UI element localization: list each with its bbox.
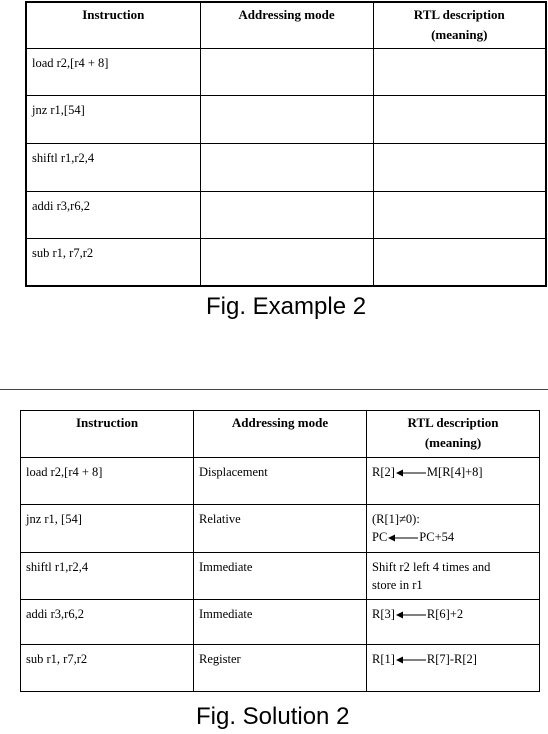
left-arrow-icon — [396, 469, 426, 477]
header-rtl-title: RTL description — [407, 415, 499, 430]
table-row — [21, 505, 540, 553]
addressing-mode-cell — [200, 191, 373, 238]
example-caption: Fig. Example 2 — [206, 293, 367, 320]
example-table — [25, 1, 547, 287]
rtl-condition: (R[1]≠0): — [372, 512, 420, 526]
instruction-cell: load r2,[r4 + 8] — [26, 48, 200, 95]
table-row — [26, 143, 546, 191]
table-row — [21, 645, 540, 692]
rtl-destination: R[3] — [372, 607, 395, 621]
rtl-cell — [367, 505, 540, 553]
instruction-cell: sub r1, r7,r2 — [21, 645, 194, 692]
section-divider — [0, 389, 548, 390]
instruction-cell: load r2,[r4 + 8] — [21, 458, 194, 505]
addressing-mode-cell — [200, 238, 373, 286]
header-rtl-meaning: (meaning) — [424, 435, 482, 450]
left-arrow-icon — [396, 656, 426, 664]
table-row — [26, 238, 546, 286]
rtl-cell — [373, 191, 546, 238]
rtl-source: R[6]+2 — [426, 607, 464, 621]
addressing-mode-cell: Displacement — [194, 458, 367, 505]
addressing-mode-cell — [200, 48, 373, 95]
table-row — [26, 191, 546, 238]
solution-caption: Fig. Solution 2 — [196, 703, 350, 730]
table-row — [26, 48, 546, 95]
table-row — [21, 458, 540, 505]
rtl-text-line: Shift r2 left 4 times and — [372, 560, 491, 574]
left-arrow-icon — [396, 611, 426, 619]
header-rtl-meaning: (meaning) — [431, 27, 488, 42]
rtl-source: PC+54 — [419, 530, 455, 544]
header-instruction: Instruction — [21, 411, 194, 458]
rtl-transfer — [372, 605, 539, 623]
rtl-cell — [373, 238, 546, 286]
rtl-destination: PC — [372, 530, 388, 544]
addressing-mode-cell — [200, 95, 373, 143]
rtl-source: M[R[4]+8] — [426, 465, 483, 479]
left-arrow-icon — [388, 534, 418, 542]
instruction-cell: jnz r1,[54] — [26, 95, 200, 143]
header-addressing-mode: Addressing mode — [200, 2, 373, 48]
rtl-cell — [367, 600, 540, 645]
addressing-mode-cell: Immediate — [194, 553, 367, 600]
rtl-transfer — [372, 650, 539, 668]
instruction-cell: jnz r1, [54] — [21, 505, 194, 553]
header-addressing-mode: Addressing mode — [194, 411, 367, 458]
instruction-cell: sub r1, r7,r2 — [26, 238, 200, 286]
rtl-cell — [367, 458, 540, 505]
header-rtl-title: RTL description — [413, 7, 505, 22]
rtl-source: R[7]-R[2] — [426, 652, 477, 666]
table-row — [26, 95, 546, 143]
header-rtl-description — [367, 411, 540, 458]
addressing-mode-cell: Immediate — [194, 600, 367, 645]
rtl-destination: R[2] — [372, 465, 395, 479]
table-row — [21, 600, 540, 645]
instruction-cell: shiftl r1,r2,4 — [21, 553, 194, 600]
instruction-cell: shiftl r1,r2,4 — [26, 143, 200, 191]
table-row — [21, 553, 540, 600]
rtl-transfer — [372, 463, 539, 481]
rtl-text-line: store in r1 — [372, 578, 423, 592]
header-rtl-description — [373, 2, 546, 48]
addressing-mode-cell — [200, 143, 373, 191]
header-row — [26, 2, 546, 48]
rtl-cell — [367, 553, 540, 600]
addressing-mode-cell: Relative — [194, 505, 367, 553]
rtl-cell — [367, 645, 540, 692]
rtl-transfer — [372, 528, 539, 546]
header-row — [21, 411, 540, 458]
rtl-destination: R[1] — [372, 652, 395, 666]
rtl-cell — [373, 143, 546, 191]
rtl-cell — [373, 95, 546, 143]
rtl-cell — [373, 48, 546, 95]
addressing-mode-cell: Register — [194, 645, 367, 692]
solution-table — [20, 410, 540, 692]
instruction-cell: addi r3,r6,2 — [26, 191, 200, 238]
header-instruction: Instruction — [26, 2, 200, 48]
instruction-cell: addi r3,r6,2 — [21, 600, 194, 645]
